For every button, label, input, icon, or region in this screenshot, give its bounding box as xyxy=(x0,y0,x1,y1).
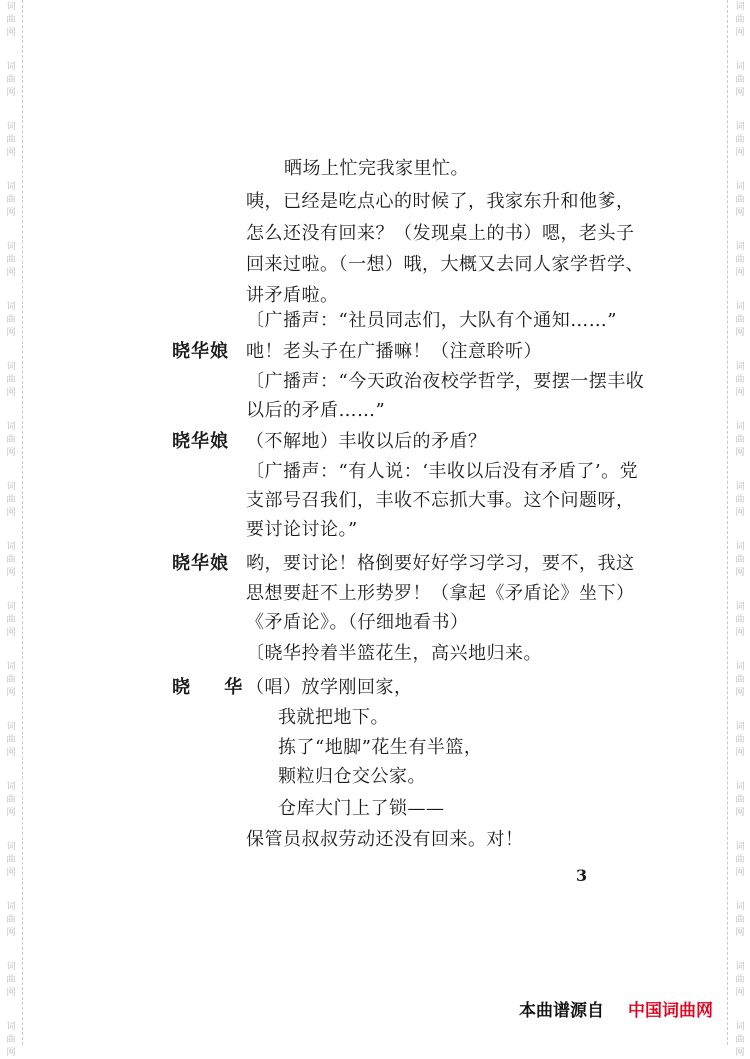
watermark-char: 曲 xyxy=(6,675,16,685)
song-line: 拣了“地脚”花生有半篮， xyxy=(278,737,483,758)
watermark-char: 网 xyxy=(735,268,745,278)
speaker-label: 晓华娘 xyxy=(172,553,229,574)
watermark-char: 网 xyxy=(6,868,16,878)
stage-direction: 〔广播声：“社员同志们，大队有个通知……” xyxy=(246,310,617,331)
watermark-char: 词 xyxy=(735,962,745,972)
watermark-char: 词 xyxy=(6,122,16,132)
watermark-char: 词 xyxy=(735,242,745,252)
watermark-char: 曲 xyxy=(735,915,745,925)
watermark-char: 网 xyxy=(6,208,16,218)
watermark-char: 曲 xyxy=(735,855,745,865)
watermark-char: 曲 xyxy=(6,435,16,445)
watermark-char: 网 xyxy=(6,988,16,998)
watermark-char: 曲 xyxy=(6,375,16,385)
watermark-char: 词 xyxy=(6,722,16,732)
watermark-char: 曲 xyxy=(735,675,745,685)
watermark-char: 网 xyxy=(735,28,745,38)
watermark-char: 网 xyxy=(735,88,745,98)
watermark-char: 词 xyxy=(735,662,745,672)
watermark-char: 网 xyxy=(6,1048,16,1058)
watermark-char: 词 xyxy=(735,182,745,192)
watermark-char: 网 xyxy=(6,508,16,518)
watermark-char: 曲 xyxy=(735,135,745,145)
watermark-char: 词 xyxy=(6,62,16,72)
watermark-char: 网 xyxy=(6,88,16,98)
watermark-char: 网 xyxy=(735,628,745,638)
watermark-char: 曲 xyxy=(6,735,16,745)
watermark-char: 词 xyxy=(6,182,16,192)
watermark-char: 词 xyxy=(6,962,16,972)
watermark-char: 曲 xyxy=(6,315,16,325)
watermark-char: 词 xyxy=(6,2,16,12)
watermark-char: 网 xyxy=(6,748,16,758)
watermark-char: 曲 xyxy=(6,135,16,145)
watermark-char: 曲 xyxy=(735,315,745,325)
watermark-char: 网 xyxy=(735,688,745,698)
text-line: 以后的矛盾……” xyxy=(246,400,386,421)
watermark-char: 词 xyxy=(6,842,16,852)
watermark-char: 词 xyxy=(735,602,745,612)
page-number: 3 xyxy=(576,866,588,885)
watermark-char: 曲 xyxy=(735,15,745,25)
watermark-char: 曲 xyxy=(6,555,16,565)
watermark-char: 曲 xyxy=(735,255,745,265)
stage-direction: 〔广播声：“有人说：‘丰收以后没有矛盾了’。党 xyxy=(246,461,639,482)
watermark-char: 曲 xyxy=(735,375,745,385)
watermark-char: 曲 xyxy=(735,735,745,745)
song-line: 颗粒归仓交公家。 xyxy=(278,766,426,787)
song-line: 我就把地下。 xyxy=(278,707,389,728)
watermark-char: 曲 xyxy=(6,915,16,925)
watermark-char: 曲 xyxy=(6,15,16,25)
stage-direction: 〔晓华拎着半篮花生，高兴地归来。 xyxy=(246,643,542,664)
text-line: 支部号召我们，丰收不忘抓大事。这个问题呀， xyxy=(246,490,635,511)
watermark-char: 曲 xyxy=(735,555,745,565)
watermark-char: 词 xyxy=(6,902,16,912)
watermark-char: 曲 xyxy=(6,495,16,505)
speaker-label: 晓华娘 xyxy=(172,431,229,452)
watermark-char: 曲 xyxy=(735,615,745,625)
watermark-char: 曲 xyxy=(6,1035,16,1045)
watermark-char: 词 xyxy=(6,1022,16,1032)
watermark-char: 词 xyxy=(6,482,16,492)
watermark-char: 网 xyxy=(735,808,745,818)
dialogue-line: 哟，要讨论！格倒要好好学习学习，要不，我这 xyxy=(246,553,635,574)
right-margin-watermark xyxy=(727,0,750,1058)
watermark-char: 曲 xyxy=(735,975,745,985)
watermark-char: 网 xyxy=(735,868,745,878)
dialogue-line: 吔！老头子在广播嘛！（注意聆听） xyxy=(246,341,542,362)
watermark-char: 网 xyxy=(735,388,745,398)
footer-site-link[interactable]: 中国词曲网 xyxy=(628,1001,713,1021)
watermark-char: 网 xyxy=(6,628,16,638)
watermark-char: 网 xyxy=(6,28,16,38)
watermark-char: 词 xyxy=(735,422,745,432)
watermark-char: 网 xyxy=(6,268,16,278)
watermark-char: 网 xyxy=(735,928,745,938)
watermark-char: 曲 xyxy=(6,195,16,205)
watermark-char: 词 xyxy=(735,302,745,312)
watermark-char: 网 xyxy=(735,988,745,998)
song-line: （唱）放学刚回家， xyxy=(246,677,413,698)
watermark-char: 曲 xyxy=(735,1035,745,1045)
watermark-char: 网 xyxy=(735,208,745,218)
song-line: 仓库大门上了锁—— xyxy=(278,798,445,819)
watermark-char: 网 xyxy=(735,1048,745,1058)
watermark-char: 词 xyxy=(6,602,16,612)
text-line: 回来过啦。（一想）哦，大概又去同人家学哲学、 xyxy=(246,254,644,275)
watermark-char: 词 xyxy=(6,782,16,792)
watermark-char: 网 xyxy=(6,148,16,158)
watermark-char: 曲 xyxy=(6,75,16,85)
watermark-char: 词 xyxy=(6,242,16,252)
watermark-char: 词 xyxy=(6,362,16,372)
text-line: 咦，已经是吃点心的时候了，我家东升和他爹， xyxy=(246,191,635,212)
watermark-char: 网 xyxy=(735,508,745,518)
watermark-char: 网 xyxy=(6,568,16,578)
text-line: 要讨论讨论。” xyxy=(246,519,358,540)
watermark-char: 曲 xyxy=(735,495,745,505)
watermark-char: 曲 xyxy=(6,975,16,985)
watermark-char: 词 xyxy=(735,362,745,372)
text-line: 《矛盾论》。（仔细地看书） xyxy=(246,612,469,633)
watermark-char: 网 xyxy=(735,328,745,338)
watermark-char: 词 xyxy=(735,1022,745,1032)
text-line: 晒场上忙完我家里忙。 xyxy=(284,158,469,179)
watermark-char: 词 xyxy=(6,422,16,432)
watermark-char: 词 xyxy=(735,722,745,732)
watermark-char: 曲 xyxy=(6,615,16,625)
watermark-char: 词 xyxy=(735,782,745,792)
watermark-char: 曲 xyxy=(6,855,16,865)
watermark-char: 网 xyxy=(735,148,745,158)
watermark-char: 曲 xyxy=(6,795,16,805)
watermark-char: 词 xyxy=(735,542,745,552)
watermark-char: 曲 xyxy=(735,195,745,205)
watermark-char: 词 xyxy=(735,842,745,852)
watermark-char: 词 xyxy=(735,2,745,12)
text-line: 怎么还没有回来？（发现桌上的书）嗯，老头子 xyxy=(246,223,635,244)
watermark-char: 网 xyxy=(735,748,745,758)
dialogue-line: （不解地）丰收以后的矛盾？ xyxy=(246,431,487,452)
watermark-char: 词 xyxy=(735,482,745,492)
watermark-char: 词 xyxy=(735,62,745,72)
watermark-char: 网 xyxy=(735,448,745,458)
watermark-char: 网 xyxy=(6,328,16,338)
watermark-char: 词 xyxy=(6,302,16,312)
footer-source-label: 本曲谱源自 xyxy=(519,1001,604,1021)
watermark-char: 曲 xyxy=(735,75,745,85)
watermark-char: 网 xyxy=(6,808,16,818)
watermark-char: 网 xyxy=(735,568,745,578)
watermark-char: 曲 xyxy=(6,255,16,265)
watermark-char: 词 xyxy=(735,902,745,912)
speaker-label: 晓华娘 xyxy=(172,341,229,362)
watermark-char: 词 xyxy=(6,662,16,672)
text-line: 讲矛盾啦。 xyxy=(246,285,339,306)
watermark-char: 词 xyxy=(735,122,745,132)
text-line: 思想要赶不上形势罗！（拿起《矛盾论》坐下） xyxy=(246,583,635,604)
watermark-char: 曲 xyxy=(735,795,745,805)
watermark-char: 网 xyxy=(6,688,16,698)
speaker-label: 晓 华 xyxy=(172,677,257,698)
watermark-char: 网 xyxy=(6,448,16,458)
left-margin-watermark xyxy=(0,0,23,1058)
stage-direction: 〔广播声：“今天政治夜校学哲学，要摆一摆丰收 xyxy=(246,371,645,392)
watermark-char: 曲 xyxy=(735,435,745,445)
watermark-char: 词 xyxy=(6,542,16,552)
watermark-char: 网 xyxy=(6,388,16,398)
dialogue-line: 保管员叔叔劳动还没有回来。对！ xyxy=(246,829,524,850)
watermark-char: 网 xyxy=(6,928,16,938)
